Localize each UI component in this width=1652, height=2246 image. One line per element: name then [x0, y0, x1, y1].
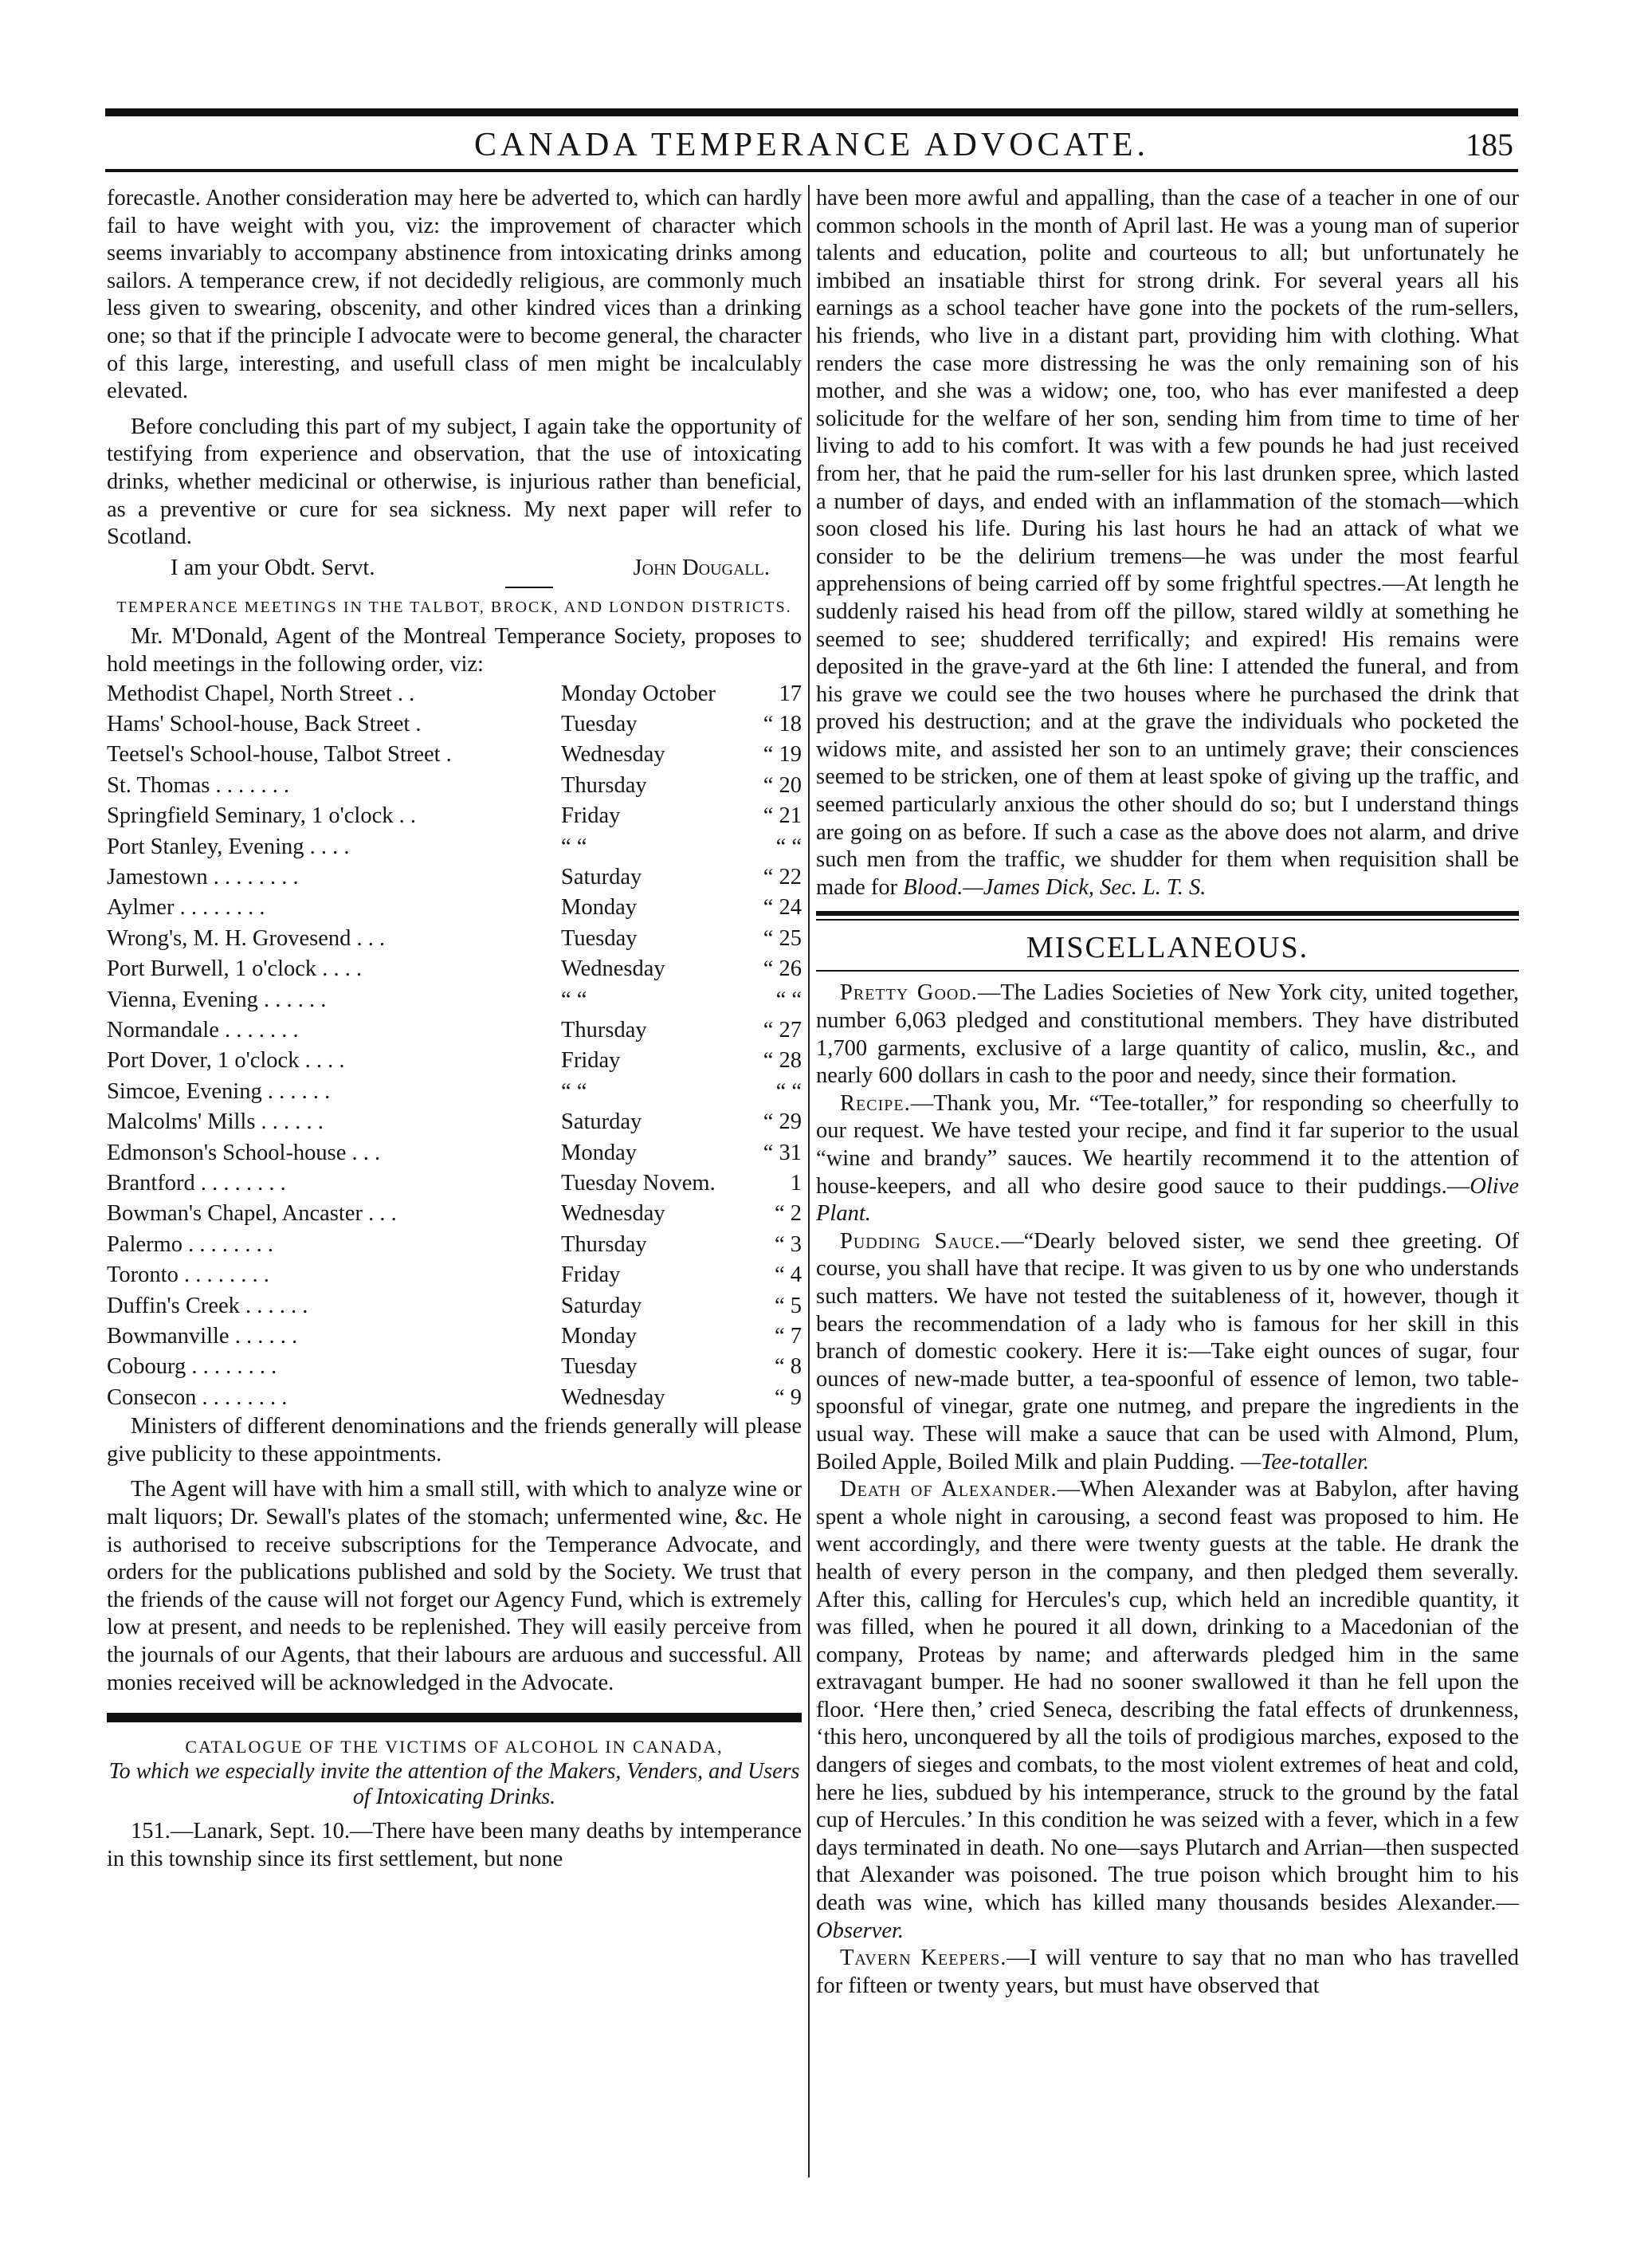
masthead-bottom-rule — [105, 169, 1518, 172]
schedule-date: “ “ — [775, 987, 802, 1012]
schedule-day: Friday — [561, 803, 621, 829]
schedule-place: Duffin's Creek . . . . . . — [107, 1293, 308, 1318]
schedule-place: Aylmer . . . . . . . . — [107, 895, 265, 921]
schedule-row — [107, 1015, 802, 1046]
schedule-place: Jamestown . . . . . . . . — [107, 864, 299, 889]
miscellaneous-underline — [816, 970, 1519, 972]
tavern-keepers-item — [816, 1945, 1519, 2000]
ministers-note: Ministers of different denominations and the friends generally will please give publicity to these appointments. — [107, 1414, 802, 1467]
forecastle-paragraph: forecastle. Another consideration may here be adverted to, which can hardly fail to have weight with you, viz: the improvement of character which seems invariably to accompany abstinence from intoxicating drinks among sailors. A temperance crew, if not decidedly religious, are commonly much less given to swearing, obscenity, and other kindred vices than a drinking one; so that if the principle I advocate were to become general, the character of this large, interesting, and usefull class of men might be incalculably elevated. — [107, 186, 802, 404]
death-of-alexander-item — [816, 1476, 1519, 1945]
schedule-row — [107, 679, 802, 709]
schedule-row — [107, 709, 802, 740]
schedule-day: Saturday — [561, 864, 642, 889]
masthead-top-rule — [105, 108, 1518, 116]
schedule-date: “ 21 — [763, 803, 802, 829]
schedule-day: Wednesday — [561, 1201, 665, 1227]
schedule-date: “ “ — [775, 834, 802, 859]
schedule-day: Friday — [561, 1048, 621, 1074]
schedule-place: Palermo . . . . . . . . — [107, 1231, 273, 1257]
schedule-date: “ 4 — [774, 1262, 802, 1288]
schedule-date: “ 8 — [774, 1354, 802, 1380]
catalogue-rule — [107, 1713, 802, 1722]
recipe-item — [816, 1090, 1519, 1228]
meetings-intro: Mr. M'Donald, Agent of the Montreal Temperance Society, proposes to hold meetings in the following order, viz: — [107, 624, 802, 677]
schedule-place: Cobourg . . . . . . . . — [107, 1354, 277, 1380]
schedule-place: Normandale . . . . . . . — [107, 1017, 299, 1043]
schedule-place: St. Thomas . . . . . . . — [107, 772, 290, 798]
schedule-date: “ 29 — [763, 1109, 802, 1135]
schedule-date: “ 2 — [774, 1201, 802, 1227]
schedule-row — [107, 954, 802, 984]
schedule-row — [107, 1046, 802, 1076]
schedule-date: “ 28 — [763, 1048, 802, 1074]
pretty-good-text: —The Ladies Societies of New York city, united together, number 6,063 pledged and constitutional members. They have distributed 1,700 garments, exclusive of a large quantity of calico, muslin, &c., and nearly 600 dollars in cash to the poor and needy, since their formation. — [816, 980, 1519, 1089]
schedule-place: Edmonson's School-house . . . — [107, 1140, 381, 1165]
schedule-row — [107, 924, 802, 954]
death-of-alexander-text: —When Alexander was at Babylon, after having spent a whole night in carousing, a second feast was proposed to him. He went accordingly, and there were twenty guests at the table. He drank the health of every person in the company, and then pledged them severally. After this, calling for Hercules's cup, which held an incredible quantity, it was filled, when he poured it all down, drinking to a Macedonian of the company, Proteas by name; and afterwards pledged him in the same extravagant bumper. He had no sooner swallowed it than he fell upon the floor. ‘Here then,’ cried Seneca, describing the fatal effects of drunkenness, ‘this hero, unconquered by all the toils of prodigious marches, exposed to the dangers of sieges and combats, to the most violent extremes of heat and cold, here he lies, subdued by his intemperance, struck to the ground by the fatal cup of Hercules.’ In this condition he was seized with a fever, which in a few days terminated in death. No one—says Plutarch and Arrian—then suspected that Alexander was poisoned. The true poison which brought him to his death was wine, which has killed many thousands besides Alexander.— — [816, 1477, 1519, 1916]
schedule-day: Wednesday — [561, 956, 665, 982]
schedule-row — [107, 1077, 802, 1107]
schedule-date: 17 — [779, 681, 802, 706]
schedule-place: Teetsel's School-house, Talbot Street . — [107, 742, 452, 768]
right-column — [816, 185, 1519, 2000]
schedule-day: Thursday — [561, 1231, 647, 1257]
section-separator — [505, 587, 553, 588]
column-divider — [808, 185, 810, 2177]
schedule-day: Saturday — [561, 1293, 642, 1318]
schedule-date: “ 27 — [763, 1017, 802, 1043]
schedule-place: Bowman's Chapel, Ancaster . . . — [107, 1201, 397, 1227]
schedule-day: Wednesday — [561, 1384, 665, 1410]
pretty-good-item — [816, 980, 1519, 1090]
signature-line — [107, 555, 802, 583]
schedule-day: Tuesday — [561, 711, 638, 736]
schedule-day: Monday — [561, 895, 637, 921]
schedule-date: “ 22 — [763, 864, 802, 889]
schedule-day: Tuesday Novem. — [561, 1171, 716, 1196]
schedule-row — [107, 832, 802, 862]
schedule-row — [107, 1260, 802, 1290]
schedule-place: Vienna, Evening . . . . . . — [107, 987, 327, 1012]
schedule-place: Consecon . . . . . . . . — [107, 1384, 288, 1410]
schedule-row — [107, 1291, 802, 1321]
pudding-sauce-lead: Pudding Sauce. — [840, 1228, 1002, 1254]
pudding-sauce-text: —“Dearly beloved sister, we send thee greeting. Of course, you shall have that recipe. It was given to us by one who understands such matters. We have not tested the suitableness of it, however, though it bears the recommendation of a lady who is famous for her skill in this branch of domestic cookery. Here it is:—Take eight ounces of sugar, four ounces of new-made butter, a tea-spoonful of essence of lemon, two table-spoonsful of vinegar, grate one nutmeg, and prepare the ingredients in the usual way. These will make a sauce that can be used with Almond, Plum, Boiled Apple, Boiled Milk and plain Pudding. — [816, 1228, 1519, 1474]
schedule-place: Brantford . . . . . . . . — [107, 1171, 286, 1196]
schedule-date: “ 25 — [763, 925, 802, 951]
schedule-row — [107, 1107, 802, 1137]
schedule-place: Port Stanley, Evening . . . . — [107, 834, 350, 859]
schedule-row — [107, 1383, 802, 1413]
schedule-row — [107, 985, 802, 1015]
schedule-day: Monday — [561, 1324, 637, 1349]
schedule-row — [107, 1230, 802, 1260]
schedule-place: Hams' School-house, Back Street . — [107, 711, 422, 736]
schedule-date: 1 — [790, 1171, 802, 1196]
death-of-alexander-source: Observer. — [816, 1918, 904, 1943]
publication-title: CANADA TEMPERANCE ADVOCATE. — [473, 127, 1150, 163]
teacher-story-text: have been more awful and appalling, than the case of a teacher in one of our common schools in the month of April last. He was a young man of superior talents and education, polite and courteous to all; but unfortunately he imbibed an insatiable thirst for strong drink. For several years all his earnings as a school teacher have gone into the pockets of the rum-sellers, his friends, who live in a distant part, providing him with clothing. What renders the case more distressing he was the only remaining son of his mother, and she was a widow; one, too, who has ever manifested a deep solicitude for the welfare of her son, sending him from time to time of her living to add to his comfort. It was with a few pounds he had just received from her, that he paid the rum-seller for his last drunken spree, which lasted a number of days, and ended with an inflammation of the stomach—which soon closed his life. During his last hours he had an attack of what we consider to be the delirium tremens—he was under the most fearful apprehensions of being carried off by some frightful spectres.—At length he suddenly raised his head from off the pillow, stared wildly at something he seemed to see; shuddered terrifically; and expired! His remains were deposited in the grave-yard at the 6th line: I attended the funeral, and from his grave we could see the two houses where he purchased the drink that proved his destruction; and at the grave the individuals who pocketed the widows mite, and assisted her son to an untimely grave; their consciences seemed to be stricken, one of them at least spoke of giving up the traffic, and seemed particularly anxious the other should do so; but I understand things are going on as before. If such a case as the above does not alarm, and drive such men from the traffic, we shudder for them when requisition shall be made for — [816, 186, 1519, 900]
teacher-story-signoff: Blood.—James Dick, Sec. L. T. S. — [903, 874, 1207, 900]
recipe-text: —Thank you, Mr. “Tee-totaller,” for responding so cheerfully to our request. We have tested your recipe, and find it far superior to the usual “wine and brandy” sauces. We heartily recommend it to the attention of house-keepers, and all who desire good sauce to their puddings.— — [816, 1090, 1519, 1199]
schedule-place: Bowmanville . . . . . . — [107, 1324, 298, 1349]
schedule-row — [107, 1321, 802, 1352]
recipe-lead: Recipe. — [840, 1090, 911, 1116]
schedule-day: Monday — [561, 1140, 637, 1165]
miscellaneous-rule — [816, 911, 1519, 921]
tavern-keepers-text: —I will venture to say that no man who has travelled for fifteen or twenty years, but must have observed that — [816, 1946, 1519, 1998]
miscellaneous-title: MISCELLANEOUS. — [1026, 931, 1309, 965]
schedule-row — [107, 1168, 802, 1199]
catalogue-subheading: To which we especially invite the attention of the Makers, Venders, and Users of Intoxicating Drinks. — [108, 1759, 800, 1810]
schedule-date: “ 31 — [763, 1140, 802, 1165]
schedule-date: “ 24 — [763, 895, 802, 921]
page-number: 185 — [1466, 127, 1513, 163]
schedule-day: Wednesday — [561, 742, 665, 768]
schedule-date: “ 5 — [774, 1293, 802, 1318]
schedule-day: “ “ — [561, 987, 587, 1012]
schedule-day: Thursday — [561, 1017, 647, 1043]
schedule-date: “ 20 — [763, 772, 802, 798]
schedule-row — [107, 740, 802, 770]
schedule-day: Tuesday — [561, 1354, 638, 1380]
schedule-day: Thursday — [561, 772, 647, 798]
pudding-sauce-item — [816, 1228, 1519, 1476]
meetings-schedule — [107, 679, 802, 1414]
signature-name: John Dougall. — [633, 555, 770, 580]
schedule-row — [107, 862, 802, 893]
schedule-row — [107, 801, 802, 831]
schedule-row — [107, 1199, 802, 1229]
schedule-day: Saturday — [561, 1109, 642, 1135]
schedule-place: Methodist Chapel, North Street . . — [107, 681, 415, 706]
schedule-date: “ 18 — [763, 711, 802, 736]
left-column — [107, 185, 802, 1873]
pudding-sauce-source: —Tee-totaller. — [1240, 1449, 1370, 1474]
schedule-row — [107, 1352, 802, 1382]
sea-sickness-paragraph: Before concluding this part of my subject, I again take the opportunity of testifying from experience and observation, that the use of intoxicating drinks, whether medicinal or otherwise, is injurious rather than beneficial, as a preventive or cure for sea sickness. My next paper will refer to Scotland. — [107, 414, 802, 550]
schedule-row — [107, 893, 802, 923]
schedule-date: “ “ — [775, 1078, 802, 1104]
schedule-place: Wrong's, M. H. Grovesend . . . — [107, 925, 386, 951]
tavern-keepers-lead: Tavern Keepers. — [840, 1946, 1007, 1971]
schedule-day: Friday — [561, 1262, 621, 1288]
agent-paragraph: The Agent will have with him a small still, with which to analyze wine or malt liquors; Dr. Sewall's plates of the stomach; unfermented wine, &c. He is authorised to receive subscriptions for the Temperance Advocate, and orders for the publications published and sold by the Society. We trust that the friends of the cause will not forget our Agency Fund, which is extremely low at present, and needs to be replenished. They will easily perceive from the journals of our Agents, that their labours are arduous and successful. All monies received will be acknowledged in the Advocate. — [107, 1477, 802, 1695]
schedule-day: Monday October — [561, 681, 716, 706]
catalogue-heading: CATALOGUE OF THE VICTIMS OF ALCOHOL IN CANADA, — [185, 1737, 724, 1757]
schedule-place: Simcoe, Evening . . . . . . — [107, 1078, 331, 1104]
schedule-place: Port Burwell, 1 o'clock . . . . — [107, 956, 363, 982]
schedule-day: “ “ — [561, 834, 587, 859]
schedule-row — [107, 1138, 802, 1168]
schedule-day: “ “ — [561, 1078, 587, 1104]
schedule-date: “ 9 — [774, 1384, 802, 1410]
schedule-place: Malcolms' Mills . . . . . . — [107, 1109, 324, 1135]
masthead — [105, 126, 1518, 164]
schedule-date: “ 3 — [774, 1231, 802, 1257]
schedule-place: Port Dover, 1 o'clock . . . . — [107, 1048, 345, 1074]
meetings-heading: TEMPERANCE MEETINGS IN THE TALBOT, BROCK, AND LONDON DISTRICTS. — [116, 599, 792, 617]
schedule-date: “ 19 — [763, 742, 802, 768]
schedule-day: Tuesday — [561, 925, 638, 951]
death-of-alexander-lead: Death of Alexander. — [840, 1477, 1058, 1502]
schedule-place: Springfield Seminary, 1 o'clock . . — [107, 803, 416, 829]
catalogue-entry: 151.—Lanark, Sept. 10.—There have been many deaths by intemperance in this township since its first settlement, but none — [107, 1819, 802, 1871]
schedule-place: Toronto . . . . . . . . — [107, 1262, 269, 1288]
recipe-source: Olive Plant. — [816, 1173, 1519, 1227]
signature-closing: I am your Obdt. Servt. — [171, 555, 375, 580]
pretty-good-lead: Pretty Good. — [840, 980, 978, 1006]
schedule-date: “ 7 — [774, 1324, 802, 1349]
schedule-date: “ 26 — [763, 956, 802, 982]
schedule-row — [107, 771, 802, 801]
teacher-story-paragraph — [816, 185, 1519, 901]
